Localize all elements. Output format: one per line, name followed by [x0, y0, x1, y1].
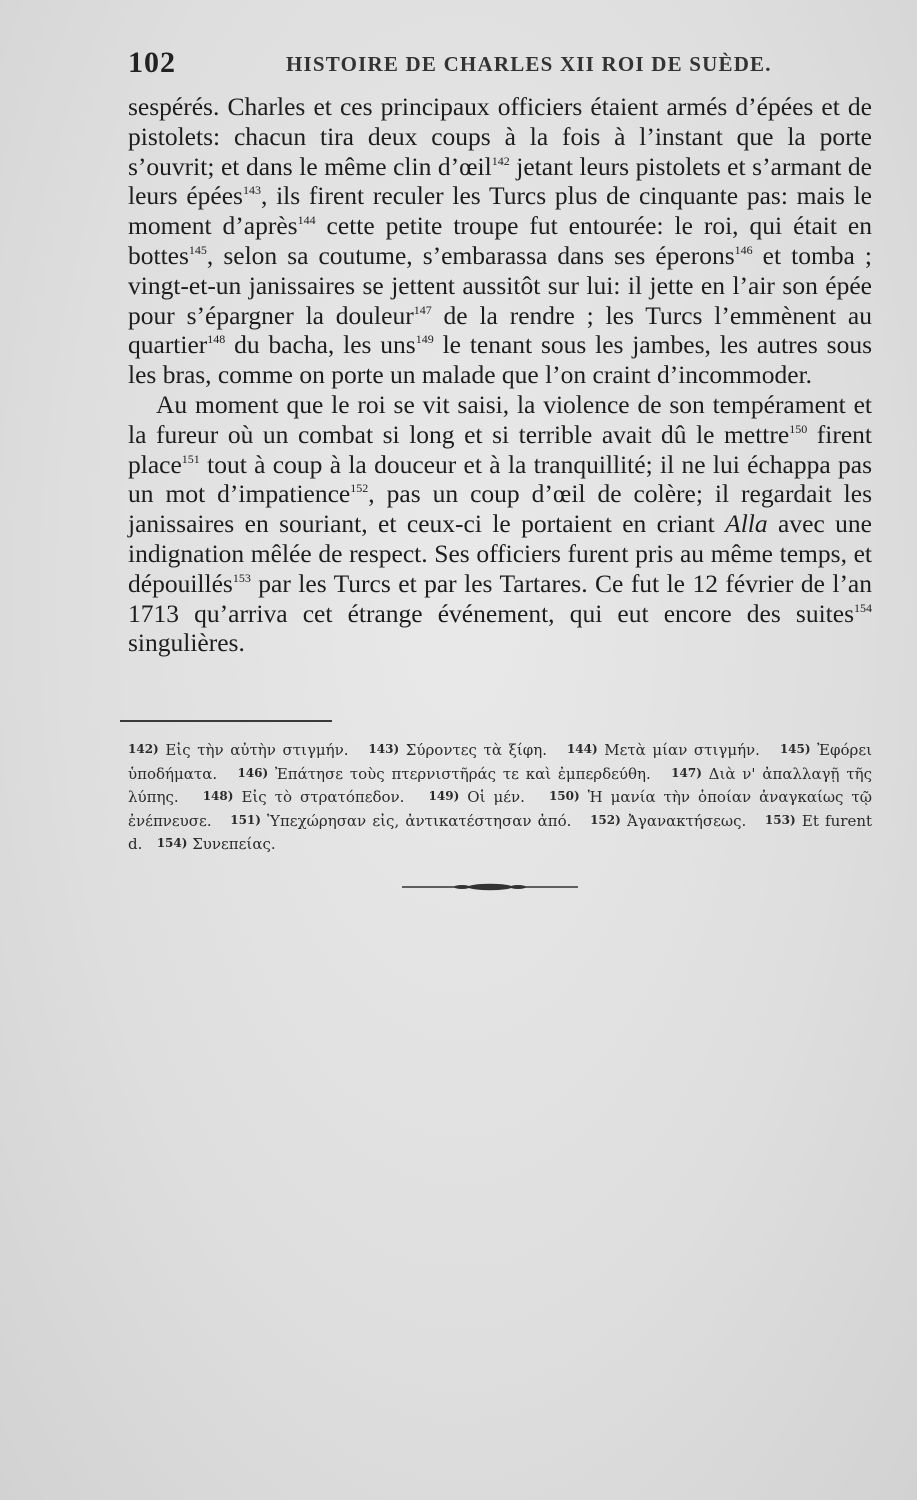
- footnote-text: Διὰ ν' ἀπαλλαγῇ τῆς λύπης.: [128, 764, 873, 806]
- body-text: [128, 92, 872, 658]
- footnote-number: 147): [671, 765, 702, 780]
- footnote-number: 149): [428, 789, 460, 803]
- text-run: , pas un coup d’œil de colère; il regardait les janissaires en souriant, et ceux-ci le portaient en criant: [128, 479, 872, 539]
- footnote-number: 150): [548, 789, 580, 803]
- footnote: [590, 812, 746, 830]
- text-run: , ils firent reculer les Turcs plus de cinquante pas: mais le moment d’après: [128, 181, 872, 241]
- footnote-text: Ἐπάτησε τοὺς πτερνιστῆράς τε καὶ ἐμπερδεύθη.: [268, 764, 651, 783]
- running-head: HISTOIRE DE CHARLES XII ROI DE SUÈDE.: [286, 52, 772, 76]
- text-run: de la rendre ; les Turcs l’emmènent au quartier: [128, 300, 873, 360]
- paragraph: [128, 390, 872, 658]
- footnote-number: 148): [202, 789, 234, 803]
- footnotes: [128, 738, 872, 856]
- footnote-text: Μετὰ μίαν στιγμήν.: [597, 741, 760, 759]
- footnote-number: 153): [764, 812, 796, 827]
- text-run: et tomba ; vingt-et-un janissaires se jettent aussitôt sur lui: il jette en l’air son épée pour s’épargner la douleur: [128, 240, 872, 330]
- footnote: [368, 741, 547, 759]
- footnote-ref: 142: [491, 153, 510, 168]
- footnote: [429, 788, 525, 806]
- footnote-ref: 153: [232, 570, 251, 585]
- footnote-number: 152): [590, 812, 621, 827]
- page-number: 102: [128, 46, 176, 79]
- footnote-text: Σύροντες τὰ ξίφη.: [399, 741, 548, 759]
- text-run: firent place: [128, 419, 872, 479]
- footnote-ref: 147: [413, 302, 432, 317]
- text-run: Au moment que le roi se vit saisi, la violence de son tempérament et la fureur où un combat si long et si terrible avait dû le mettre: [128, 389, 872, 449]
- footnote-ref: 144: [297, 213, 316, 228]
- footnote-number: 142): [128, 742, 159, 756]
- text-run: jetant leurs pistolets et s’armant de leurs épées: [128, 151, 872, 211]
- footnote-text: Et furent d.: [128, 811, 873, 853]
- footnote-number: 146): [237, 765, 269, 780]
- footnote-ref: 154: [854, 600, 872, 615]
- page-header: [128, 42, 888, 82]
- text-run: par les Turcs et par les Tartares. Ce fut le 12 février de l’an 1713 qu’arriva cet étrange événement, qui eut encore des suites: [128, 568, 872, 628]
- text-run: singulières.: [128, 628, 245, 658]
- footnote-number: 144): [566, 742, 598, 756]
- footnote-ref: 149: [415, 332, 434, 347]
- footnote-number: 151): [230, 812, 261, 827]
- text-run: sespérés. Charles et ces principaux officiers étaient armés d’épées et de pistolets: chacun tira deux coups à la fois à l’instant que la porte s’ouvrit; et dans le même clin d’œil: [128, 92, 872, 181]
- text-run: cette petite troupe fut entourée: le roi, qui était en bottes: [128, 211, 873, 270]
- footnote-ref: 145: [188, 242, 207, 257]
- text-run: , selon sa coutume, s’embarassa dans ses éperons: [206, 240, 735, 270]
- footnote: [203, 788, 405, 806]
- footnote: [128, 741, 349, 759]
- footnote-text: Ἐφόρει ὑποδήματα.: [128, 741, 872, 783]
- text-run: le tenant sous les jambes, les autres sous les bras, comme on porte un malade que l’on craint d’incommoder.: [128, 330, 872, 390]
- footnote-ref: 151: [181, 451, 200, 466]
- footnote-ref: 143: [242, 183, 261, 198]
- end-ornament: [402, 882, 578, 892]
- footnote-number: 154): [156, 836, 188, 850]
- text-run: avec une indignation mêlée de respect. Ses officiers furent pris au même temps, et dépouillés: [128, 509, 872, 598]
- footnote: [157, 835, 276, 853]
- footnote-number: 143): [368, 742, 400, 756]
- footnote-text: Ἡ μανία τὴν ὁποίαν ἀναγκαίως τῷ ἐνέπνευσε.: [128, 788, 873, 830]
- footnote-text: Εἰς τὸ στρατόπεδον.: [233, 788, 405, 806]
- footnote-text: Εἰς τὴν αὐτὴν στιγμήν.: [158, 741, 349, 759]
- text-run: du bacha, les uns: [225, 330, 416, 360]
- footnote-text: Ὑπεχώρησαν εἰς, ἀντικατέστησαν ἀπό.: [260, 811, 572, 830]
- footnote: [230, 812, 571, 830]
- footnote-ref: 152: [350, 481, 369, 496]
- footnote-ref: 150: [789, 421, 808, 436]
- italic-word: Alla: [725, 509, 768, 539]
- footnote: [237, 765, 650, 783]
- footnote-ref: 146: [734, 242, 753, 257]
- footnote-ref: 148: [207, 332, 226, 347]
- paragraph: [128, 92, 872, 390]
- footnote-number: 145): [779, 742, 811, 756]
- footnote-text: Οἱ μέν.: [459, 788, 525, 806]
- footnote-text: Ἀγανακτήσεως.: [620, 811, 747, 830]
- footnote-text: Συνεπείας.: [187, 835, 276, 853]
- footnote: [567, 741, 760, 759]
- footnote-rule: [120, 720, 332, 722]
- text-run: tout à coup à la douceur et à la tranquillité; il ne lui échappa pas un mot d’impatience: [128, 449, 872, 509]
